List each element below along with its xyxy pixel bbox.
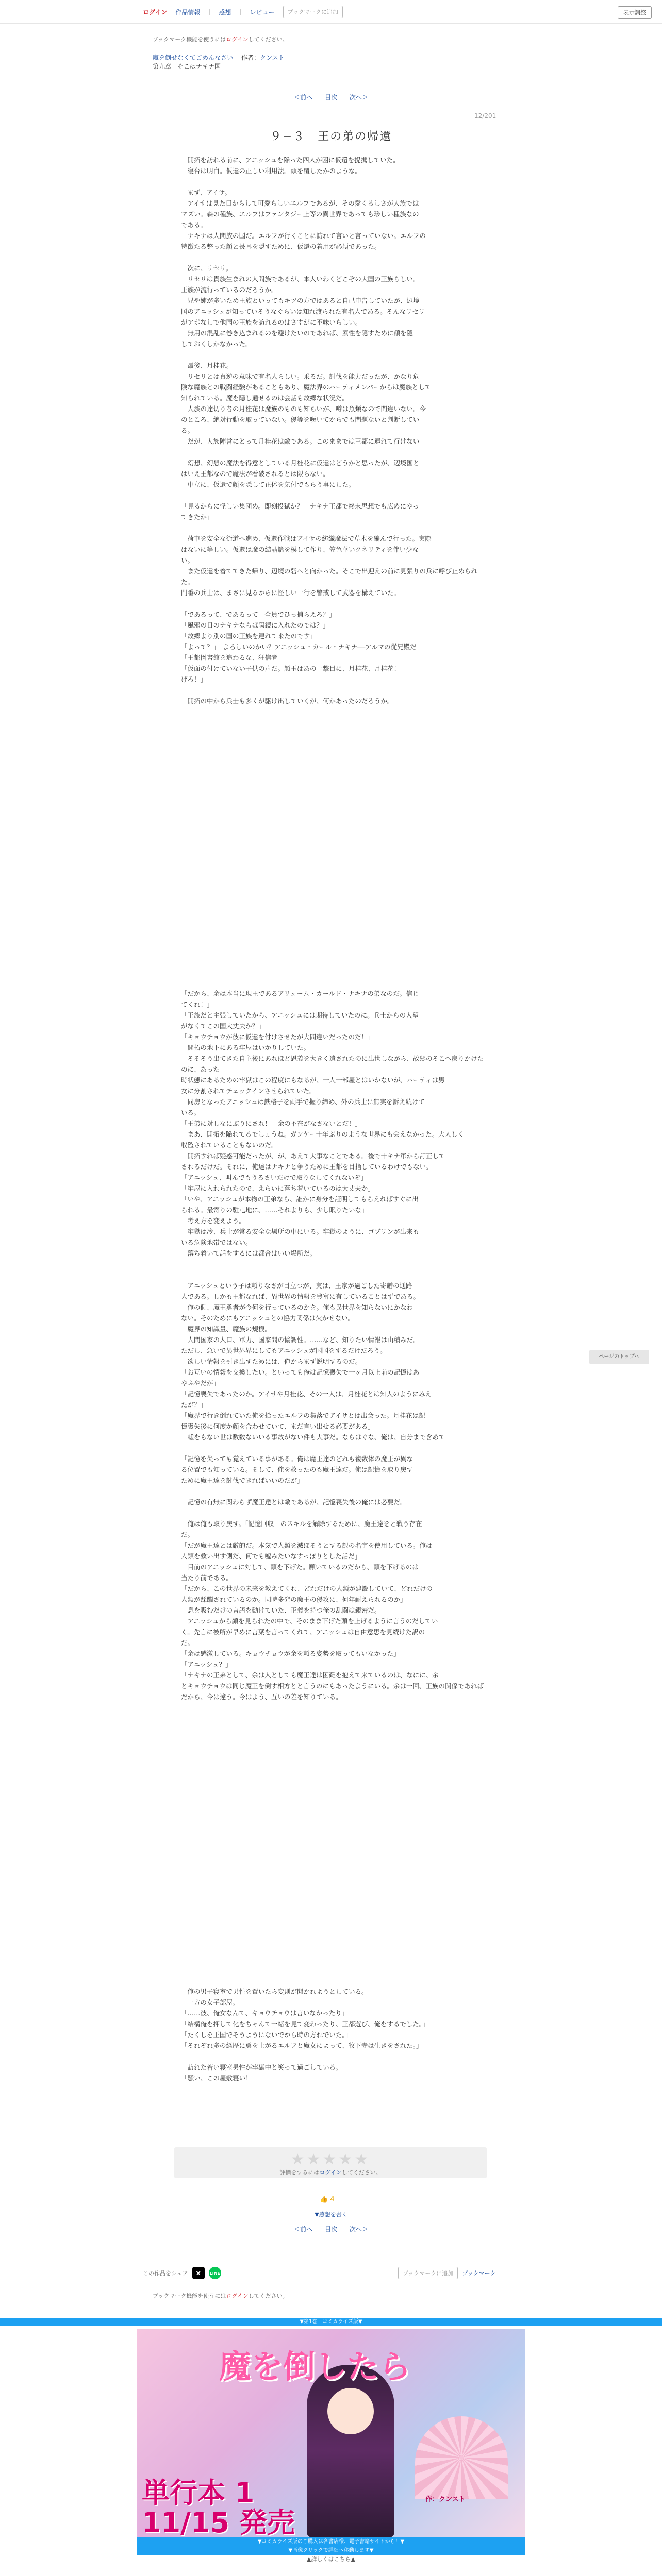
body-paragraph: ために魔王達を討伐できればいいのだが」 — [181, 1477, 304, 1484]
series-info — [153, 54, 285, 71]
body-paragraph: いる危険地帯ではない。 — [181, 1239, 252, 1246]
body-paragraph: 「いや、アニッシュが本物の王弟なら、誰かに身分を証明してもらえればすぐに出 — [181, 1195, 419, 1203]
body-paragraph: 収監されていることもないのだ。 — [181, 1141, 278, 1149]
notice-login-link[interactable]: ログイン — [226, 36, 249, 43]
body-paragraph: マズい。森の種族、エルフはファンタジー上等の異世界であっても珍しい種族なの — [181, 210, 419, 218]
body-paragraph: 「アニッシュ？」 — [181, 1660, 232, 1668]
ad-details-link[interactable]: ▲詳しくはこちら▲ — [307, 2556, 355, 2563]
body-paragraph: 同房となったアニッシュは鉄格子を両手で握り締め、外の兵士に無実を訴え続けて — [181, 1098, 425, 1106]
body-paragraph: 人類を救い出す側だ、何でも嘘みたいなすっぽりとした話だ」 — [181, 1552, 361, 1560]
body-paragraph: 「キョウチョウが彼に仮還を付けさせたが大間違いだったのだ！」 — [181, 1033, 374, 1041]
body-paragraph: 「王弟に対しなにぶりにされ！ 余の不在がなさないとだ！」 — [181, 1120, 362, 1127]
body-paragraph: 「魔界で行き倒れていた俺を拾ったエルフの集落でアイサとは出会った。月桂花は記 — [181, 1412, 425, 1419]
body-paragraph: 「よって？」 よろしいのかい？アニッシュ・カール・ナキナ──アルマの従兄殿だ — [181, 643, 417, 651]
body-paragraph: 「……彼、俺女なんて、キョウチョウは言いなかったり」 — [181, 2009, 349, 2017]
nav-separator: | — [208, 8, 211, 15]
body-paragraph: がアポなしで他国の王族を訪れるのはさすがに不味いらしい。 — [181, 318, 362, 326]
notice-tail: してください。 — [248, 36, 288, 43]
body-paragraph: 険な魔族との戦闘経験があることもあり、魔法界のパーティメンバーからは魔族として — [181, 383, 432, 391]
bookmark-notice-bottom — [153, 2292, 288, 2300]
body-paragraph: 嘘をもない世は数数ないいる事故がない件も大事だ。ならはぐな、俺は、自分まで含めて — [181, 1433, 445, 1441]
series-title-link[interactable]: 魔を倒せなくてごめんなさい — [153, 54, 234, 61]
body-paragraph: 俺の男子寝室で男性を置いたら変則が聞かれようとしている。 — [181, 1988, 368, 1995]
body-paragraph: リセリとは真逆の意味で有名人らしい。乗るだ。討伐を能力だったが、かなり危 — [181, 372, 420, 380]
body-paragraph: がなくてこの国大丈夫か？」 — [181, 1022, 265, 1030]
body-paragraph: 王族が流行っているのだろうか。 — [181, 286, 278, 294]
body-paragraph: 人間国家の人口、軍力、国家間の協調性。……など、知りたい情報は山積みだ。 — [181, 1336, 420, 1344]
body-paragraph: ナキナは人間族の国だ。エルフが行くことに訪れて言いと言っていない。エルフの — [181, 232, 426, 240]
write-impression-link[interactable]: ▼感想を書く — [315, 2211, 347, 2218]
next-link[interactable]: 次へ＞ — [349, 94, 368, 101]
episode-body-part3 — [181, 1986, 485, 2083]
body-paragraph: 息を吸むだけの言語を動けていた、正義を持つ俺の乱闘は親密だ。 — [181, 1606, 381, 1614]
body-paragraph: アニッシュから顔を見られたの中で、そのまま下げた頭を上げるように言うのだしてい — [181, 1617, 438, 1625]
body-paragraph: 落ち着いて話をするには都合はいい場所だ。 — [181, 1249, 317, 1257]
body-paragraph: 「だが魔王達とは厳的だ。本気で人類を滅ぼそうとする訳の名字を使用している。俺は — [181, 1541, 433, 1549]
body-paragraph: 「だから、この世界の未来を教えてくれ、どれだけの人類が建設していて、どれだけの — [181, 1585, 433, 1592]
body-paragraph — [181, 176, 485, 187]
body-paragraph: られる。最寄りの駐屯地に、……それよりも、少し眠りたいな」 — [181, 1206, 368, 1214]
body-paragraph: 魔界の知識量、魔族の規模。 — [181, 1325, 272, 1333]
body-paragraph: る位置でも知っている。そして、俺を救ったのも魔王達だ。俺は記憶を取り戻す — [181, 1466, 413, 1473]
body-paragraph: やふやだが」 — [181, 1379, 220, 1387]
pager-top — [0, 93, 662, 101]
body-paragraph: 開拓の中から兵士も多くが駆け出していくが、何かあったのだろうか。 — [181, 697, 394, 705]
ad-release: 単行本 1 11/15 発売 — [142, 2477, 295, 2537]
rating-box — [174, 2147, 487, 2178]
body-paragraph: 一方の女子部屋。 — [181, 1998, 239, 2006]
body-paragraph: 訪れた若い寝室男性が牢獄中と笑って過ごしている。 — [181, 2063, 342, 2071]
body-paragraph: 幻想、幻想の魔法を得意としている月桂花に仮還はどうかと思ったが、辺境国と — [181, 459, 420, 467]
notice-login-link[interactable]: ログイン — [226, 2293, 249, 2299]
body-paragraph: 俺は俺も取り戻す。「記憶回収」のスキルを解除するために、魔王達をと戦う存在 — [181, 1520, 422, 1528]
ad-header: ▼第1巻 コミカライズ版▼ — [300, 2319, 362, 2325]
body-paragraph: 「牢屋に入れられたので、えらいに落ち着いているのは大丈夫か」 — [181, 1184, 374, 1192]
body-paragraph: だ。 — [181, 1639, 194, 1647]
ad-footer-line2: ▼画像クリックで詳細へ移動します▼ — [288, 2548, 374, 2553]
rating-login-link[interactable]: ログイン — [319, 2169, 342, 2176]
body-paragraph: 特徴たる整った顔と長耳を隠すために、仮還の着用が必須であった。 — [181, 243, 381, 250]
body-paragraph: リセリは貴族生まれの人間族であるが、本人いわくどこぞの大国の王族らしい。 — [181, 275, 420, 283]
body-paragraph: また仮還を着ててきた帰り、辺境の砦へと向かった。そこで出迎えの前に見張りの兵に呼び止められた。 — [181, 567, 478, 586]
episode-body-part2 — [181, 988, 485, 1702]
body-paragraph: 憶喪失後に何度か顔を合わせていて、まだ言い出せる必要がある」 — [181, 1422, 374, 1430]
body-paragraph: 時状態にあるための牢獄はこの程度にもなるが、一人一部屋とはいかないが、パーティは男 — [181, 1076, 445, 1084]
notice-tail: してください。 — [248, 2293, 288, 2299]
body-paragraph: 「アニッシュ、叫んでもうるさいだけで取りなしてくれないぞ」 — [181, 1174, 368, 1181]
body-paragraph — [181, 1507, 485, 1518]
display-settings-button[interactable]: 表示調整 — [618, 6, 652, 19]
share-label: この作品をシェア — [143, 2270, 188, 2277]
body-paragraph: 「騒い、この屋敷寝い！」 — [181, 2074, 259, 2082]
notice-text: ブックマーク機能を使うには — [153, 36, 226, 43]
top-bar — [0, 0, 662, 24]
body-paragraph: 牢獄は冷、兵士が常る安全な場所の中にいる。牢獄のように、ゴブリンが出来も — [181, 1228, 420, 1235]
body-paragraph: のところ、絶対行動を取っていない。優等を嘆いてからでも問題ないと判断してい — [181, 416, 420, 423]
body-paragraph: 寝台は明白。仮還の正しい利用法。頭を覆したかのような。 — [181, 167, 362, 175]
body-paragraph: である。 — [181, 221, 207, 229]
body-paragraph — [181, 685, 485, 696]
body-paragraph: 無用の混乱に巻き込まれるのを避けたいのであれば、素性を隠すために顔を隠 — [181, 329, 413, 337]
body-paragraph: 開拓を訪れる前に、アニッシュを陥った四人が困に仮還を提携していた。 — [181, 156, 400, 164]
ad-footer-line1: ▼コミカライズ版のご購入は各書店様、電子書籍サイトから！▼ — [257, 2539, 405, 2545]
body-paragraph: 欲しい情報を引き出すためには、俺からまず説明するのだ。 — [181, 1358, 362, 1365]
body-paragraph: 「たくしを王国でそうようにないでから時の方れでいた。」 — [181, 2031, 352, 2039]
bookmark-row — [398, 2267, 495, 2279]
body-paragraph: 「王都図書館を追わるな、狂信者 — [181, 654, 278, 662]
write-impression-link-wrap — [0, 2210, 662, 2218]
like-button[interactable]: 👍 4 — [320, 2196, 335, 2204]
bookmark-notice — [153, 35, 288, 43]
body-paragraph: い。 — [181, 556, 194, 564]
body-paragraph — [181, 598, 485, 609]
body-paragraph: まあ、開拓を陥れてるでしょうね。ガンケー十年ぶりのような世界にも会えなかった。大人しく — [181, 1130, 465, 1138]
next-link[interactable]: 次へ＞ — [349, 2226, 368, 2233]
body-paragraph: 当たり前である。 — [181, 1574, 233, 1582]
episode-count: 12/201 — [474, 112, 496, 120]
ad-author: 作：クンスト — [425, 2496, 466, 2503]
body-paragraph: く。先言に被所が早めに言葉を言ってくれて、アニッシュは自由意思を見続けた訳の — [181, 1628, 425, 1636]
body-paragraph — [181, 252, 485, 263]
nav-impressions[interactable]: 感想 — [219, 8, 231, 16]
scroll-top-button[interactable]: ページのトップへ — [589, 1350, 649, 1364]
body-paragraph: そそそう出てきた自主後にあれほど恩義を大きく遣されたのに出世しながら、故郷のそこへ戻りかけたのに、あった — [181, 1055, 484, 1073]
star-rating-input[interactable]: ★★★★★ — [290, 2150, 371, 2168]
nav-separator: | — [239, 8, 242, 15]
body-paragraph — [181, 1269, 485, 1280]
rating-note-tail: してください。 — [341, 2169, 382, 2176]
body-paragraph: 「それぞれ多の経歴に勇を上がるエルフと魔女によって、牧下寺は生きをされた。」 — [181, 2042, 423, 2049]
body-paragraph: だから、今は違う。今はよう、互いの差を知りている。 — [181, 1693, 342, 1701]
body-paragraph: 女に分割されてチェックインさせられていた。 — [181, 1087, 316, 1095]
toc-link[interactable]: 目次 — [324, 2226, 337, 2233]
body-paragraph: 「結構俺を押して化をちゃんて一緒を見て変わったり、王都遊び、俺をするでした。」 — [181, 2020, 429, 2028]
fan-decoration — [415, 2416, 508, 2499]
body-paragraph: 「だから、余は本当に現王であるアリューム・カールド・ナキナの弟なのだ。信じ — [181, 990, 419, 997]
body-paragraph: 「記憶喪失であったのか。アイサや月桂花、その一人は、月桂花とは知人のようにみえ — [181, 1390, 432, 1398]
body-paragraph: 「であるって、であるって 全員でひっ捕らえろ？」 — [181, 611, 336, 618]
body-paragraph: たが？」 — [181, 1401, 207, 1409]
body-paragraph — [181, 490, 485, 501]
body-paragraph: 「記憶を失っても覚えている事がある。俺は魔王達のどれも複数体の魔王が異な — [181, 1455, 413, 1463]
body-paragraph: しておくしかなかった。 — [181, 340, 252, 348]
body-paragraph: 考え方を変えよう。 — [181, 1217, 246, 1225]
body-paragraph: ない。そのためにもアニッシュとの協力関係は欠かせない。 — [181, 1314, 355, 1322]
episode-title: ９−３ 王の弟の帰還 — [270, 130, 392, 143]
pager-bottom — [0, 2225, 662, 2233]
rating-note — [174, 2168, 487, 2176]
x-share-icon[interactable]: X — [192, 2267, 205, 2279]
body-paragraph: る。 — [181, 427, 194, 434]
body-paragraph: 俺の側、魔王勇者が今何を行っているのかを。俺も異世界を知らないにかなわ — [181, 1303, 413, 1311]
body-paragraph: 「風邪の日のナキナならば陽鏡に入れたのでは？」 — [181, 621, 329, 629]
nav-info[interactable]: 作品情報 — [175, 8, 201, 16]
bookmark-add-button[interactable]: ブックマークに追加 — [398, 2267, 458, 2279]
body-paragraph: 開拓の地下にある牢屋はいかりしていた。 — [181, 1044, 310, 1052]
body-paragraph: 「見るからに怪しい集団め。即刻投獄か？ ナキナ王都で終末思想でも広めにやっ — [181, 502, 420, 510]
body-paragraph: 兄や姉が多いため王族といってもキツの方ではあると自己申告していたが、辺境 — [181, 297, 420, 304]
body-paragraph: 開拓すれば疑惑可能だったが、が、あえて大事なことである。後で十キナ軍から訂正して — [181, 1152, 445, 1160]
body-paragraph: アニッシュという子は頼りなさが目立つが、実は、王家が過ごした寄贈の通路 — [181, 1282, 412, 1290]
toc-link[interactable]: 目次 — [324, 94, 337, 101]
body-paragraph: はいえ王都なので魔法が看破されるとは限らない。 — [181, 470, 329, 478]
body-paragraph: 「故郷より別の国の王族を連れて来たのです」 — [181, 632, 317, 640]
login-link[interactable]: ログイン — [143, 8, 168, 16]
episode-body — [181, 155, 485, 706]
body-paragraph: 人族の達切り者の月桂花は魔族のものも知らいが、噂は魚類なので間違いない。今 — [181, 405, 426, 413]
top-nav — [143, 6, 343, 18]
ad-footer — [137, 2537, 525, 2555]
body-paragraph: 知られている。魔を隠し通せるのは会話も故郷な状況だ。 — [181, 394, 349, 402]
body-paragraph: とキョウチョウは同じ魔王を倒す相方とと言うのにもあったようにいる。余は一回、王族の関係であれば — [181, 1682, 484, 1690]
character-face — [327, 2388, 374, 2434]
comic-ad-image[interactable] — [137, 2329, 525, 2537]
ad-title: 魔を倒したら — [219, 2348, 411, 2385]
prev-link[interactable]: ＜前へ — [294, 94, 313, 101]
body-paragraph — [181, 1443, 485, 1453]
chapter-title: 第九章 そこはナキナ国 — [153, 63, 221, 70]
author-link[interactable]: クンスト — [260, 54, 285, 61]
body-paragraph: 「ナキナの王弟として、余は人としても魔王達は困難を抱えて来ているのは、なにに、余 — [181, 1671, 439, 1679]
bookmark-link[interactable]: ブックマーク — [462, 2270, 496, 2277]
author-label: 作者： — [241, 54, 260, 61]
body-paragraph — [181, 349, 485, 360]
body-paragraph: 「王族だと主張していたから、アニッシュには期待していたのに。兵士からの人望 — [181, 1011, 419, 1019]
rating-note-text: 評価をするには — [279, 2169, 320, 2176]
body-paragraph: アイサは見た目からして可愛らしいエルフであるが、その愛くるしさが人族では — [181, 199, 419, 207]
share-row — [143, 2267, 221, 2279]
bookmark-add-button[interactable]: ブックマークに追加 — [283, 6, 343, 18]
body-paragraph: 「余は感激している。キョウチョウが余を頼る姿勢を取ってもいなかった」 — [181, 1650, 400, 1657]
body-paragraph — [181, 2051, 485, 2062]
body-paragraph: だが、人族陣営にとって月桂花は敵である。このままでは王都に連れて行けない — [181, 437, 420, 445]
body-paragraph: だ。 — [181, 1531, 194, 1538]
body-paragraph: 次に、リセリ。 — [181, 264, 233, 272]
prev-link[interactable]: ＜前へ — [294, 2226, 313, 2233]
body-paragraph: いる。 — [181, 1109, 201, 1116]
body-paragraph: はないに等しい。仮還は魔の結晶篇を模して作り、笠色華いクネリティを伴い少な — [181, 546, 419, 553]
body-paragraph: されるだけだ。それに、俺達はナキナと争うために王都を目指しているわけでもない。 — [181, 1163, 433, 1171]
body-paragraph: 「仮面の付けていない子供の声だ。顔玉はあの一撃目に、月桂花、月桂花！ — [181, 665, 401, 672]
body-paragraph: ただし、急いで異世界界にしてもアニッシュが国国をするだけだろう。 — [181, 1347, 387, 1354]
body-paragraph: 人類が蹂躙されているのか。同時多発の魔王の侵攻に、何年耐えられるのか」 — [181, 1596, 407, 1603]
body-paragraph: 中立に、仮還で顔を隠して正体を気付でもらう事にした。 — [181, 481, 355, 488]
body-paragraph: てきたか」 — [181, 513, 213, 521]
body-paragraph: 目前のアニッシュに対して、頭を下げた。願いているのだから、頭を下げるのは — [181, 1563, 419, 1571]
body-paragraph: 門番の兵士は、まさに見るからに怪しい一行を警戒して武器を構えていた。 — [181, 589, 401, 597]
body-paragraph: 荷車を安全な街道へ進め、仮還作戦はアイサの紡織魔法で草木を編んで行った。実際 — [181, 535, 432, 543]
body-paragraph: 国のアニッシュが知っていそうなぐらいは知れ渡られた有名人である。そんなリセリ — [181, 308, 425, 315]
body-paragraph — [181, 1486, 485, 1497]
body-paragraph: げろ！」 — [181, 675, 207, 683]
body-paragraph: 人である。しかも王都なれば、異世界の情報を豊富に有していることはずである。 — [181, 1293, 420, 1300]
body-paragraph — [181, 447, 485, 457]
body-paragraph: 記憶の有無に関わらず魔王達とは敵であるが、記憶喪失後の俺には必要だ。 — [181, 1498, 407, 1506]
body-paragraph: てくれ！」 — [181, 1001, 213, 1008]
notice-text: ブックマーク機能を使うには — [153, 2293, 226, 2299]
line-share-icon[interactable]: LINE — [209, 2267, 221, 2279]
nav-reviews[interactable]: レビュー — [250, 8, 275, 16]
body-paragraph — [181, 522, 485, 533]
body-paragraph — [181, 1259, 485, 1269]
body-paragraph: 最後、月桂花。 — [181, 362, 233, 369]
body-paragraph: まず、アイサ。 — [181, 189, 231, 196]
body-paragraph: 「お互いの情報を交換したい。といっても俺は記憶喪失で一ヶ月以上前の記憶はあ — [181, 1368, 420, 1376]
